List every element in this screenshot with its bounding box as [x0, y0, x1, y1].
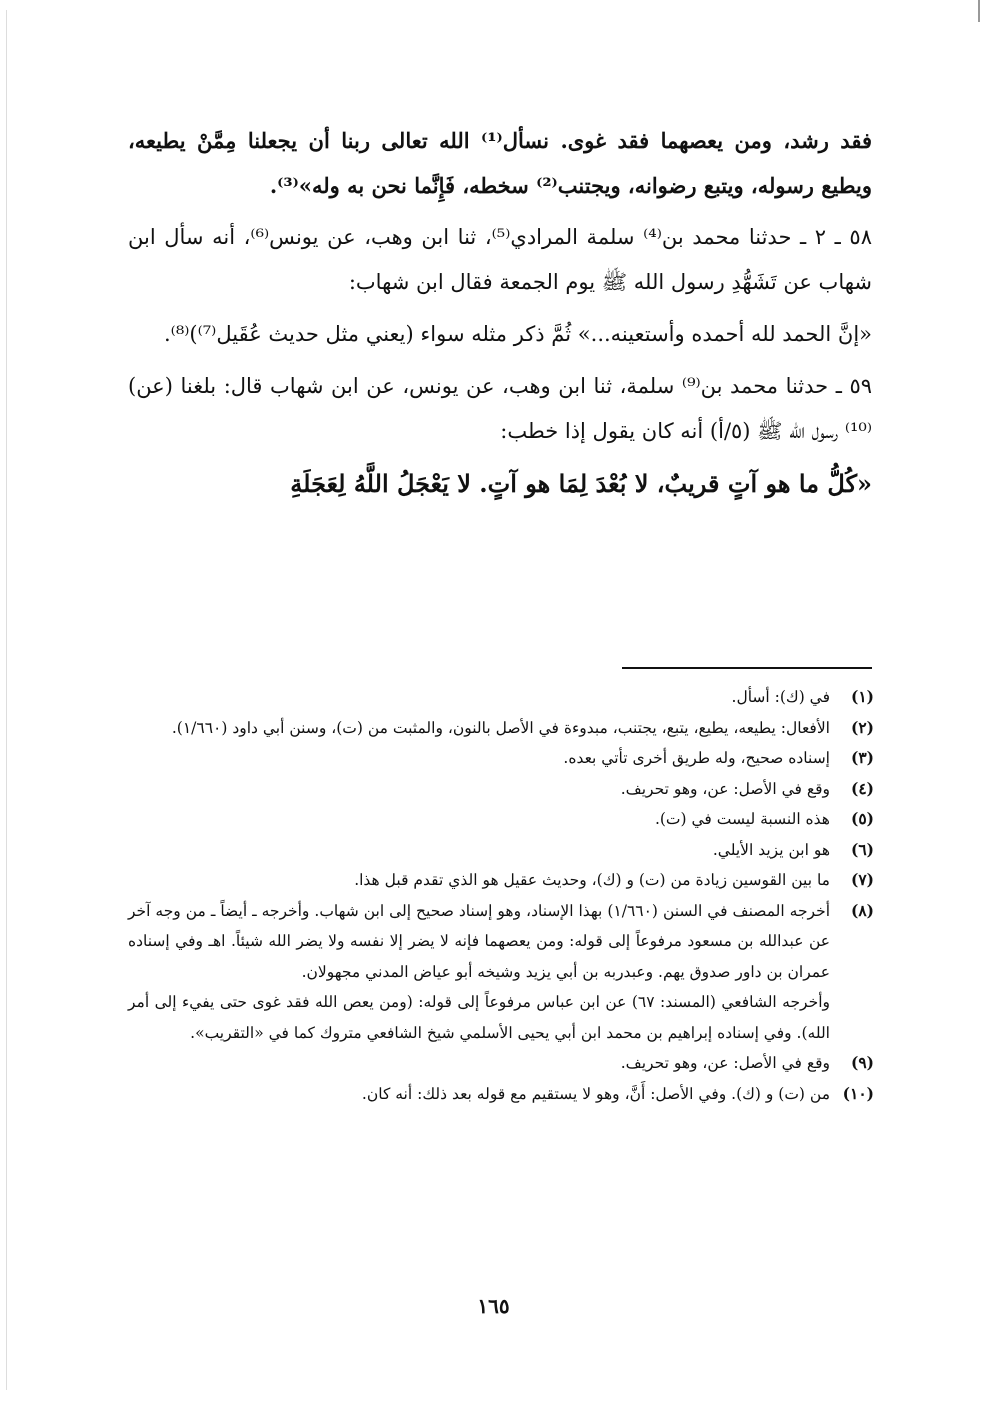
footnote-line: هو ابن يزيد الأيلي. [712, 840, 830, 859]
footnote-text [128, 1079, 830, 1110]
footnote-number: (٣) [850, 748, 874, 767]
footnote-number: (٥) [850, 809, 874, 828]
main-text [128, 118, 872, 513]
footnote-number: (٧) [850, 870, 874, 889]
footnote-number: (٩) [850, 1053, 874, 1072]
footnote-number: (٨) [850, 900, 874, 920]
hadith-58: ٥٨ ـ ٢ ـ حدثنا محمد بن⁽⁴⁾ سلمة المرادي⁽⁵⁾، ثنا ابن وهب، عن يونس⁽⁶⁾، أنه سأل ابن شهاب عن تَشَهُّدِ رسول الله ﷺ يوم الجمعة فقال ابن شهاب: [128, 225, 872, 294]
footnote [128, 1048, 874, 1079]
footnote-line: هذه النسبة ليست في (ت). [654, 810, 830, 828]
footnote [128, 804, 874, 835]
footnote-text [128, 804, 830, 835]
footnote-line: وقع في الأصل: عن، وهو تحريف. [620, 779, 830, 798]
footnote-text [128, 1048, 830, 1079]
footnote-number: (١٠) [842, 1083, 874, 1103]
paragraph-1: فقد رشد، ومن يعصهما فقد غوى. نسأل⁽¹⁾ الله تعالى ربنا أن يجعلنا مِمَّنْ يطيعه، ويطيع رسوله، ويتبع رضوانه، ويجتنب⁽²⁾ سخطه، فَإِنَّما نحن به وله»⁽³⁾. [128, 128, 872, 198]
footnote-number: (٢) [850, 717, 874, 737]
footnote-text [128, 682, 830, 713]
footnote-line: من (ت) و (ك). وفي الأصل: أَنَّ، وهو لا يستقيم مع قوله بعد ذلك: أنه كان. [361, 1084, 830, 1103]
scan-margin-mark [6, 10, 7, 1390]
footnote-number: (٦) [850, 839, 874, 859]
footnote-line: ما بين القوسين زيادة من (ت) و (ك)، وحديث عقيل هو الذي تقدم قبل هذا. [354, 871, 830, 889]
footnote [128, 774, 874, 805]
footnote-line: أخرجه المصنف في السنن (١/٦٦٠) بهذا الإسناد، وهو إسناد صحيح إلى ابن شهاب. وأخرجه ـ أيضاً ـ من وجه آخر عن عبدالله بن مسعود مرفوعاً إلى قوله: ومن يعصهما فإنه لا يضر إلا نفسه ولا يضر الله شيئاً. اهـ وفي إسناده عمران بن داور صدوق يهم. وعبدربه بن أبي يزيد وشيخه أبو عياض المدني مجهولان. [128, 901, 830, 981]
footnote-text [128, 835, 830, 866]
footnote [128, 743, 874, 774]
footnote [128, 682, 874, 713]
hadith-58-quote: «إنَّ الحمد لله أحمده وأستعينه...» ثُمَّ ذكر مثله سواء (يعني مثل حديث عُقَيل⁽⁷⁾)⁽⁸⁾. [163, 322, 872, 346]
footnote-line: في (ك): أسأل. [731, 688, 830, 706]
scan-edge-mark [978, 0, 980, 22]
footnote-separator [622, 667, 872, 669]
footnote-text [128, 896, 830, 1049]
footnote [128, 713, 874, 744]
page-number: ١٦٥ [477, 1294, 510, 1318]
footnote-line: الأفعال: يطيعه، يطيع، يتبع، يجتنب، مبدوءة في الأصل بالنون، والمثبت من (ت)، وسنن أبي داود (١/٦٦٠). [171, 718, 830, 737]
footnote-text [128, 713, 830, 744]
footnote [128, 865, 874, 896]
footnote-number: (١) [850, 687, 874, 706]
hadith-59: ٥٩ ـ حدثنا محمد بن⁽⁹⁾ سلمة، ثنا ابن وهب، عن يونس، عن ابن شهاب قال: بلغنا (عن)⁽¹⁰⁾ رسول الله ﷺ (٥/أ) أنه كان يقول إذا خطب: [128, 374, 872, 443]
footnote-line: إسناده صحيح، وله طريق أخرى تأتي بعده. [563, 749, 830, 767]
footnote-text [128, 865, 830, 896]
footnote [128, 896, 874, 1049]
hadith-59-quote: «كُلُّ ما هو آتٍ قريبٌ، لا بُعْدَ لِمَا هو آتٍ. لا يَعْجَلُ اللَّهُ لِعَجَلَةِ [290, 469, 872, 498]
footnote-number: (٤) [850, 778, 874, 798]
footnote [128, 1079, 874, 1110]
footnote [128, 835, 874, 866]
footnote-line: وأخرجه الشافعي (المسند: ٦٧) عن ابن عباس مرفوعاً إلى قوله: (ومن يعص الله فقد غوى حتى يفيء إلى أمر الله). وفي إسناده إبراهيم بن محمد ابن أبي يحيى الأسلمي شيخ الشافعي متروك كما في «التقريب». [128, 993, 830, 1042]
footnote-text [128, 743, 830, 774]
footnote-line: وقع في الأصل: عن، وهو تحريف. [620, 1054, 830, 1072]
footnote-text [128, 774, 830, 805]
footnotes [128, 682, 874, 1109]
